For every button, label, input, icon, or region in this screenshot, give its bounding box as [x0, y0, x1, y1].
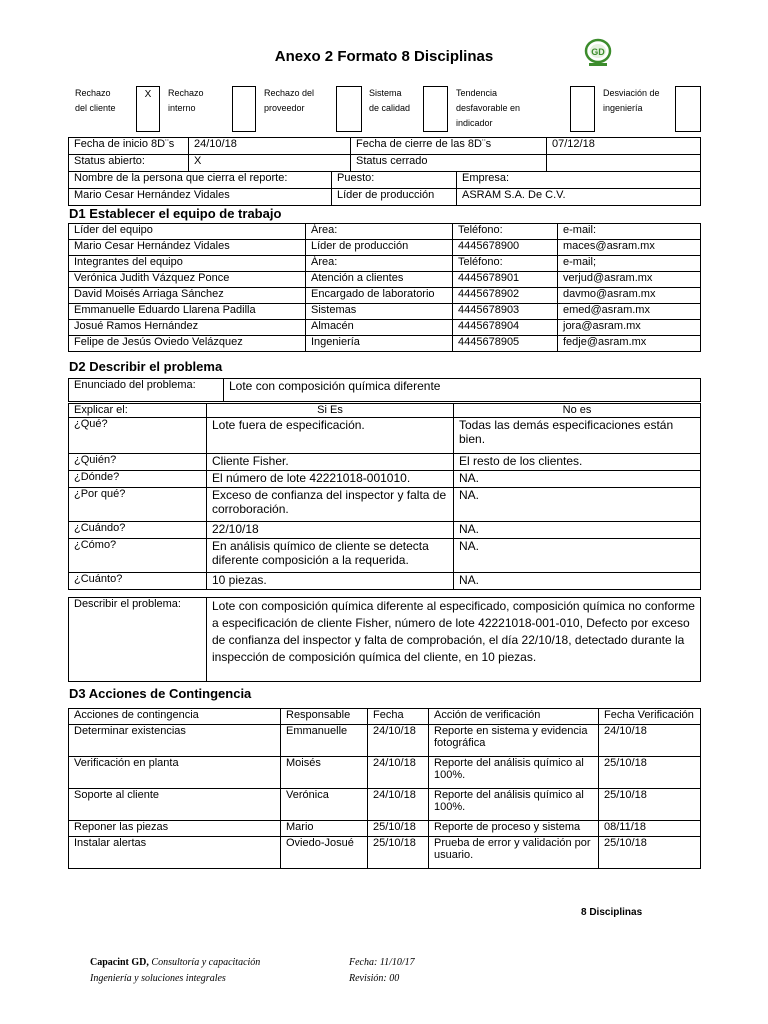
footer-doc-label: 8 Disciplinas [581, 907, 643, 918]
rejection-checkbox-engineering-deviation[interactable] [675, 86, 701, 132]
members-header-email: e-mail; [558, 256, 701, 272]
question-label: ¿Qué? [69, 418, 207, 454]
rejection-label-client: Rechazo del cliente [75, 88, 116, 113]
contingency-row [69, 725, 701, 757]
team-member-row [69, 272, 701, 288]
member-name[interactable]: Emmanuelle Eduardo Llarena Padilla [69, 304, 306, 320]
logo-text: GD [591, 47, 605, 57]
problem-description[interactable]: Lote con composición química diferente al especificado, composición química no conforme a especificación de cliente Fisher, número de lote 42221018-001-010, Defecto por exceso de confianza del inspector y falta de comprobación, el día 22/10/18, detectado durante la inspección de composición química del cliente, en 10 piezas. [207, 598, 701, 682]
is-answer[interactable]: 10 piezas. [207, 573, 454, 590]
contingency-action[interactable]: Determinar existencias [69, 725, 281, 757]
analysis-row [69, 471, 701, 488]
members-header-name: Integrantes del equipo [69, 256, 306, 272]
contingency-action[interactable]: Reponer las piezas [69, 821, 281, 837]
analysis-row [69, 454, 701, 471]
closer-position-label: Puesto: [332, 172, 457, 189]
d2-section-title: D2 Describir el problema [69, 359, 223, 374]
footer-date: Fecha: 11/10/17 [349, 957, 415, 968]
status-closed-value[interactable] [547, 155, 701, 172]
contingency-verification[interactable]: Reporte de proceso y sistema [429, 821, 599, 837]
team-leader-row [69, 240, 701, 256]
close-date-value[interactable]: 07/12/18 [547, 138, 701, 155]
member-area[interactable]: Sistemas [306, 304, 453, 320]
analysis-row [69, 418, 701, 454]
contingency-date[interactable]: 25/10/18 [368, 821, 429, 837]
contingency-table [68, 708, 701, 869]
is-answer[interactable]: El número de lote 42221018-001010. [207, 471, 454, 488]
header-action: Acciones de contingencia [69, 709, 281, 725]
rejection-label-quality-system: Sistema de calidad [369, 88, 411, 113]
header-responsible: Responsable [281, 709, 368, 725]
rejection-label-internal: Rechazo interno [168, 88, 204, 113]
contingency-date[interactable]: 25/10/18 [368, 837, 429, 869]
is-answer[interactable]: 22/10/18 [207, 522, 454, 539]
question-label: ¿Cómo? [69, 539, 207, 573]
question-label: ¿Dónde? [69, 471, 207, 488]
contingency-action[interactable]: Verificación en planta [69, 757, 281, 789]
contingency-responsible[interactable]: Emmanuelle [281, 725, 368, 757]
closer-position-value[interactable]: Líder de producción [332, 189, 457, 206]
problem-description-table [68, 597, 701, 682]
is-not-column-header: No es [454, 404, 701, 418]
is-not-answer[interactable]: NA. [454, 522, 701, 539]
start-date-value[interactable]: 24/10/18 [189, 138, 351, 155]
is-answer[interactable]: Exceso de confianza del inspector y falta de corroboración. [207, 488, 454, 522]
closer-name-value[interactable]: Mario Cesar Hernández Vidales [69, 189, 332, 206]
company-value[interactable]: ASRAM S.A. De C.V. [457, 189, 701, 206]
d3-section-title: D3 Acciones de Contingencia [69, 686, 252, 701]
analysis-row [69, 488, 701, 522]
footer-company-service: Consultoría y capacitación [151, 957, 261, 968]
team-member-row [69, 336, 701, 352]
contingency-verification[interactable]: Reporte del análisis químico al 100%. [429, 757, 599, 789]
question-label: ¿Cuándo? [69, 522, 207, 539]
header-date: Fecha [368, 709, 429, 725]
contingency-action[interactable]: Soporte al cliente [69, 789, 281, 821]
status-open-label: Status abierto: [69, 155, 189, 172]
is-column-header: Si Es [207, 404, 454, 418]
rejection-checkbox-trend[interactable] [570, 86, 595, 132]
contingency-verification-date[interactable]: 25/10/18 [599, 789, 701, 821]
member-email[interactable]: fedje@asram.mx [558, 336, 701, 352]
member-name[interactable]: Verónica Judith Vázquez Ponce [69, 272, 306, 288]
contingency-verification-date[interactable]: 25/10/18 [599, 757, 701, 789]
contingency-verification-date[interactable]: 08/11/18 [599, 821, 701, 837]
is-not-answer[interactable]: NA. [454, 471, 701, 488]
is-not-answer[interactable]: NA. [454, 573, 701, 590]
leader-email[interactable]: maces@asram.mx [558, 240, 701, 256]
leader-name[interactable]: Mario Cesar Hernández Vidales [69, 240, 306, 256]
member-area[interactable]: Ingeniería [306, 336, 453, 352]
start-date-label: Fecha de inicio 8D¨s [69, 138, 189, 155]
question-label: ¿Cuánto? [69, 573, 207, 590]
contingency-verification[interactable]: Reporte en sistema y evidencia fotográfica [429, 725, 599, 757]
contingency-row [69, 837, 701, 869]
is-not-answer[interactable]: NA. [454, 539, 701, 573]
member-phone[interactable]: 4445678904 [453, 320, 558, 336]
footer-tagline: Ingeniería y soluciones integrales [90, 973, 226, 984]
team-member-row [69, 320, 701, 336]
member-phone[interactable]: 4445678905 [453, 336, 558, 352]
problem-statement-label: Enunciado del problema: [69, 379, 224, 402]
page-title: Anexo 2 Formato 8 Disciplinas [274, 48, 494, 65]
team-member-row [69, 304, 701, 320]
analysis-row [69, 539, 701, 573]
contingency-date[interactable]: 24/10/18 [368, 725, 429, 757]
is-answer[interactable]: Lote fuera de especificación. [207, 418, 454, 454]
footer-company-name: Capacint GD, [90, 957, 149, 968]
footer-revision: Revisión: 00 [349, 973, 400, 984]
rejection-checkbox-internal[interactable] [232, 86, 256, 132]
analysis-row [69, 573, 701, 590]
member-email[interactable]: emed@asram.mx [558, 304, 701, 320]
leader-header-name: Líder del equipo [69, 224, 306, 240]
header-verification-date: Fecha Verificación [599, 709, 701, 725]
contingency-responsible[interactable]: Moisés [281, 757, 368, 789]
is-answer[interactable]: Cliente Fisher. [207, 454, 454, 471]
footer-company [90, 955, 260, 987]
footer-revision-info [349, 955, 415, 987]
contingency-row [69, 821, 701, 837]
leader-header-area: Área: [306, 224, 453, 240]
d1-section-title: D1 Establecer el equipo de trabajo [69, 206, 282, 221]
contingency-responsible[interactable]: Verónica [281, 789, 368, 821]
describe-problem-label: Describir el problema: [69, 598, 207, 682]
team-member-row [69, 288, 701, 304]
contingency-verification-date[interactable]: 25/10/18 [599, 837, 701, 869]
contingency-row [69, 757, 701, 789]
status-closed-label: Status cerrado [351, 155, 547, 172]
team-leader-header-row [69, 224, 701, 240]
member-email[interactable]: verjud@asram.mx [558, 272, 701, 288]
member-email[interactable]: davmo@asram.mx [558, 288, 701, 304]
rejection-checkbox-quality-system[interactable] [423, 86, 448, 132]
rejection-label-supplier: Rechazo del proveedor [264, 88, 315, 113]
contingency-verification[interactable]: Prueba de error y validación por usuario. [429, 837, 599, 869]
member-name[interactable]: Felipe de Jesús Oviedo Velázquez [69, 336, 306, 352]
closer-name-label: Nombre de la persona que cierra el reporte: [69, 172, 332, 189]
company-label: Empresa: [457, 172, 701, 189]
leader-area[interactable]: Líder de producción [306, 240, 453, 256]
question-label: ¿Por qué? [69, 488, 207, 522]
team-table [68, 223, 701, 352]
member-name[interactable]: David Moisés Arriaga Sánchez [69, 288, 306, 304]
is-not-answer[interactable]: El resto de los clientes. [454, 454, 701, 471]
member-phone[interactable]: 4445678903 [453, 304, 558, 320]
member-email[interactable]: jora@asram.mx [558, 320, 701, 336]
close-date-label: Fecha de cierre de las 8D¨s [351, 138, 547, 155]
problem-statement-table [68, 378, 701, 402]
team-members-header-row [69, 256, 701, 272]
member-area[interactable]: Almacén [306, 320, 453, 336]
is-not-answer[interactable]: NA. [454, 488, 701, 522]
contingency-date[interactable]: 24/10/18 [368, 757, 429, 789]
contingency-row [69, 789, 701, 821]
rejection-label-trend: Tendencia desfavorable en indicador [456, 88, 521, 128]
header-verification: Acción de verificación [429, 709, 599, 725]
member-area[interactable]: Encargado de laboratorio [306, 288, 453, 304]
contingency-verification[interactable]: Reporte del análisis químico al 100%. [429, 789, 599, 821]
contingency-responsible[interactable]: Oviedo-Josué [281, 837, 368, 869]
member-name[interactable]: Josué Ramos Hernández [69, 320, 306, 336]
rejection-label-engineering-deviation: Desviación de ingeniería [603, 88, 660, 113]
is-not-answer[interactable]: Todas las demás especificaciones están bien. [454, 418, 701, 454]
rejection-checkbox-client[interactable]: X [136, 86, 160, 132]
contingency-date[interactable]: 24/10/18 [368, 789, 429, 821]
contingency-header-row [69, 709, 701, 725]
leader-header-email: e-mail: [558, 224, 701, 240]
analysis-row [69, 522, 701, 539]
problem-analysis-table [68, 403, 701, 590]
member-phone[interactable]: 4445678901 [453, 272, 558, 288]
contingency-action[interactable]: Instalar alertas [69, 837, 281, 869]
company-logo [579, 38, 617, 68]
status-open-value[interactable]: X [189, 155, 351, 172]
member-area[interactable]: Atención a clientes [306, 272, 453, 288]
contingency-verification-date[interactable]: 24/10/18 [599, 725, 701, 757]
explain-label: Explicar el: [69, 404, 207, 418]
members-header-phone: Teléfono: [453, 256, 558, 272]
contingency-responsible[interactable]: Mario [281, 821, 368, 837]
member-phone[interactable]: 4445678902 [453, 288, 558, 304]
leader-phone[interactable]: 4445678900 [453, 240, 558, 256]
is-answer[interactable]: En análisis químico de cliente se detecta diferente composición a la requerida. [207, 539, 454, 573]
general-info-table [68, 137, 701, 172]
rejection-checkbox-supplier[interactable] [336, 86, 362, 132]
closer-table [68, 171, 701, 206]
members-header-area: Área: [306, 256, 453, 272]
question-label: ¿Quién? [69, 454, 207, 471]
leader-header-phone: Teléfono: [453, 224, 558, 240]
problem-statement-value[interactable]: Lote con composición química diferente [224, 379, 701, 402]
